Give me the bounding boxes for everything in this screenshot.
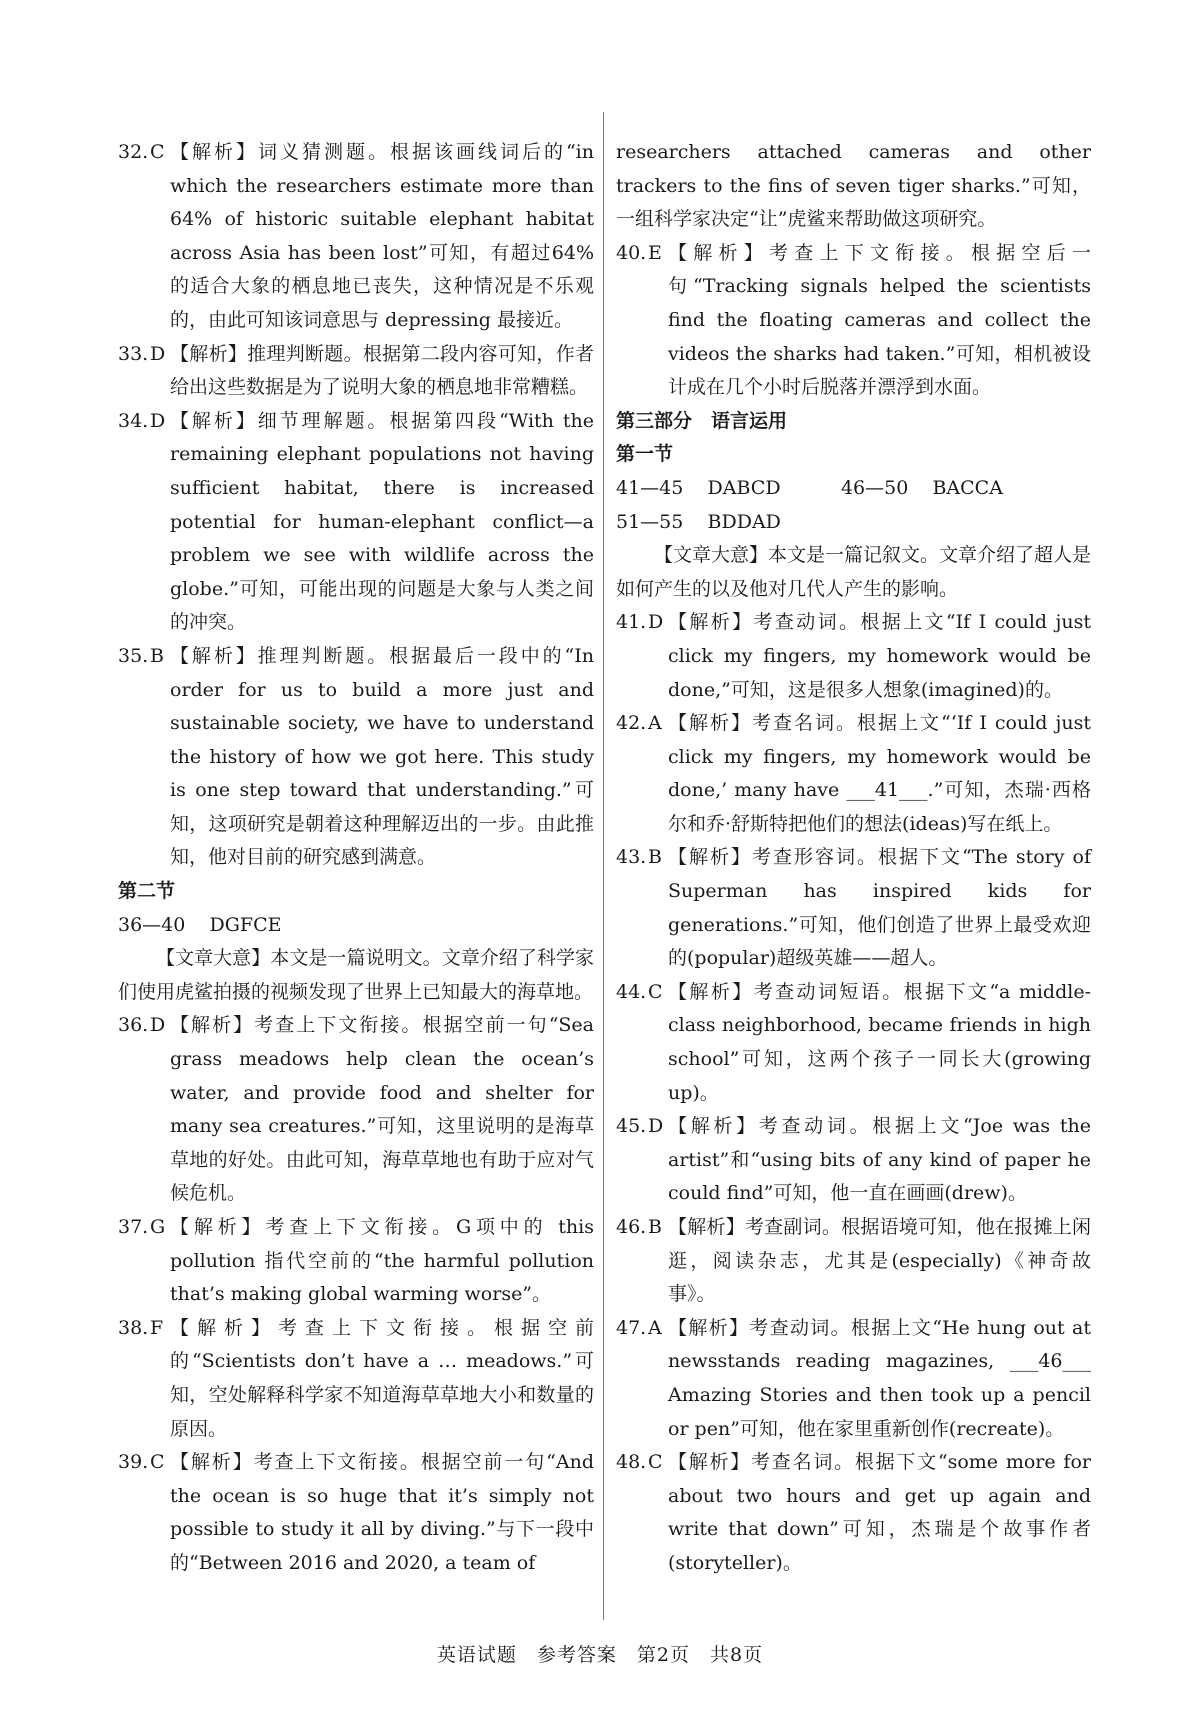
question-number: 45. <box>616 1115 647 1138</box>
explanation: 【解析】考查名词。根据上文“‘If I could just click my fingers, my homework would be done,’ many have ___41___.”可知，杰瑞·西格尔和乔·舒斯特把他们的想法(ideas)写在纸上。 <box>668 712 1091 835</box>
explanation: 【解析】考查名词。根据下文“some more for about two hours and get up again and write that down”可知，杰瑞是个故事作者(storyteller)。 <box>668 1451 1091 1574</box>
answer-36 <box>118 1009 594 1211</box>
answer-letter: C <box>150 141 165 163</box>
question-number: 42. <box>616 712 647 735</box>
question-number: 47. <box>616 1316 647 1339</box>
answer-44 <box>616 976 1091 1110</box>
section-heading: 第二节 <box>118 880 176 903</box>
answer-35 <box>118 640 594 875</box>
question-number: 39. <box>118 1451 149 1474</box>
answer-letter: D <box>648 611 664 634</box>
page-footer: 英语试题 参考答案 第2页 共8页 <box>436 1644 764 1666</box>
part-heading: 第三部分 语言运用 <box>616 409 788 432</box>
answer-letter: E <box>648 241 662 264</box>
answer-letter: F <box>150 1316 164 1339</box>
question-number: 43. <box>616 846 647 869</box>
answer-letter: D <box>648 1115 664 1138</box>
question-number: 37. <box>118 1216 149 1238</box>
answer-range-36-40: 36—40 DGFCE <box>118 913 282 936</box>
explanation: 【解析】考查上下文衔接。G项中的 this pollution 指代空前的“the harmful pollution that’s making global warming worse”。 <box>170 1216 594 1306</box>
explanation: 【解析】考查上下文衔接。根据空前一句“And the ocean is so huge that it’s simply not possible to study it all by diving.”与下一段中的“Between 2016 and 2020, a team of <box>170 1451 594 1574</box>
answer-letter: C <box>648 980 663 1003</box>
explanation: 【解析】考查动词短语。根据下文“a middle-class neighborhood, became friends in high school”可知，这两个孩子一同长大(growing up)。 <box>668 980 1091 1104</box>
question-number: 48. <box>616 1451 647 1474</box>
left-column <box>118 136 594 1581</box>
explanation: 【解析】考查动词。根据上文“He hung out at newsstands reading magazines, ___46___ Amazing Stories and then took up a pencil or pen”可知，他在家里重新创作(recreate)。 <box>668 1316 1091 1440</box>
question-number: 44. <box>616 980 647 1003</box>
question-number: 36. <box>118 1014 149 1037</box>
answer-letter: C <box>648 1451 663 1474</box>
explanation: 【解析】推理判断题。根据最后一段中的“In order for us to build a more just and sustainable society, we have to understand the history of how we got here. This study is one step toward that understanding.”可知，这项研究是朝着这种理解迈出的一步。由此推知，他对目前的研究感到满意。 <box>170 644 594 869</box>
answer-letter: B <box>648 1216 662 1238</box>
explanation: 【解析】考查形容词。根据下文“The story of Superman has inspired kids for generations.”可知，他们创造了世界上最受欢迎的(popular)超级英雄——超人。 <box>668 846 1091 970</box>
explanation: 【解析】细节理解题。根据第四段“With the remaining elephant populations not having sufficient habitat, there is increased potential for human-elephant conflict—a problem we see with wildlife across the globe.”可知，可能出现的问题是大象与人类之间的冲突。 <box>170 409 594 634</box>
answer-41 <box>616 606 1091 707</box>
answer-letter: D <box>150 409 166 432</box>
question-number: 41. <box>616 611 647 634</box>
answer-letter: C <box>150 1451 165 1474</box>
answer-42 <box>616 707 1091 841</box>
answer-34 <box>118 405 594 640</box>
answer-48 <box>616 1446 1091 1580</box>
question-number: 38. <box>118 1316 149 1339</box>
answer-39 <box>118 1446 594 1580</box>
question-number: 33. <box>118 342 149 365</box>
answer-40 <box>616 237 1091 405</box>
question-number: 46. <box>616 1216 647 1238</box>
answer-47 <box>616 1312 1091 1446</box>
answer-letter: A <box>648 1316 662 1339</box>
explanation: 【解析】考查上下文衔接。根据空后一句“Tracking signals helped the scientists find the floating cameras and collect the videos the sharks had taken.”可知，相机被设计成在几个小时后脱落并漂浮到水面。 <box>668 241 1091 399</box>
question-number: 32. <box>118 141 149 163</box>
explanation: 【解析】推理判断题。根据第二段内容可知，作者给出这些数据是为了说明大象的栖息地非常糟糕。 <box>170 342 594 399</box>
answer-38 <box>118 1312 594 1446</box>
answer-letter: B <box>648 846 662 869</box>
section-heading: 第一节 <box>616 443 674 466</box>
answer-45 <box>616 1110 1091 1211</box>
article-summary: 【文章大意】本文是一篇说明文。文章介绍了科学家们使用虎鲨拍摄的视频发现了世界上已知最大的海草地。 <box>118 947 594 1003</box>
answer-range-51-55: 51—55 BDDAD <box>616 510 781 533</box>
answer-range-41-50: 41—45 DABCD 46—50 BACCA <box>616 476 1003 499</box>
answer-32 <box>118 136 594 338</box>
explanation: 【解析】考查上下文衔接。根据空前一句“Sea grass meadows help clean the ocean’s water, and provide food and shelter for many sea creatures.”可知，这里说明的是海草草地的好处。由此可知，海草草地也有助于应对气候危机。 <box>170 1014 594 1205</box>
right-column <box>616 136 1091 1581</box>
answer-letter: D <box>150 1014 166 1037</box>
question-number: 35. <box>118 644 149 667</box>
answer-43 <box>616 841 1091 975</box>
answer-letter: G <box>150 1216 166 1238</box>
answer-letter: D <box>150 342 166 365</box>
question-number: 40. <box>616 241 647 264</box>
answer-37 <box>118 1211 594 1312</box>
answer-39-continued: researchers attached cameras and other trackers to the fins of seven tiger sharks.”可知，一组科学家决定“让”虎鲨来帮助做这项研究。 <box>616 141 1091 231</box>
answer-33 <box>118 338 594 405</box>
article-summary: 【文章大意】本文是一篇记叙文。文章介绍了超人是如何产生的以及他对几代人产生的影响。 <box>616 544 1092 600</box>
answer-letter: B <box>150 644 164 667</box>
answer-46 <box>616 1211 1091 1312</box>
explanation: 【解析】考查动词。根据上文“Joe was the artist”和“using bits of any kind of paper he could find”可知，他一直在画画(drew)。 <box>668 1115 1091 1205</box>
column-divider <box>603 112 604 1620</box>
explanation: 【解析】考查副词。根据语境可知，他在报摊上闲逛，阅读杂志，尤其是(especially)《神奇故事》。 <box>668 1216 1091 1306</box>
explanation: 【解析】考查上下文衔接。根据空前的“Scientists don’t have a … meadows.”可知，空处解释科学家不知道海草草地大小和数量的原因。 <box>170 1316 594 1440</box>
question-number: 34. <box>118 409 149 432</box>
explanation: 【解析】词义猜测题。根据该画线词后的“in which the researchers estimate more than 64% of historic suitable elephant habitat across Asia has been lost”可知，有超过64%的适合大象的栖息地已丧失，这种情况是不乐观的，由此可知该词意思与 depressing 最接近。 <box>170 141 594 331</box>
answer-letter: A <box>648 712 662 735</box>
explanation: 【解析】考查动词。根据上文“If I could just click my fingers, my homework would be done,”可知，这是很多人想象(imagined)的。 <box>668 611 1091 701</box>
